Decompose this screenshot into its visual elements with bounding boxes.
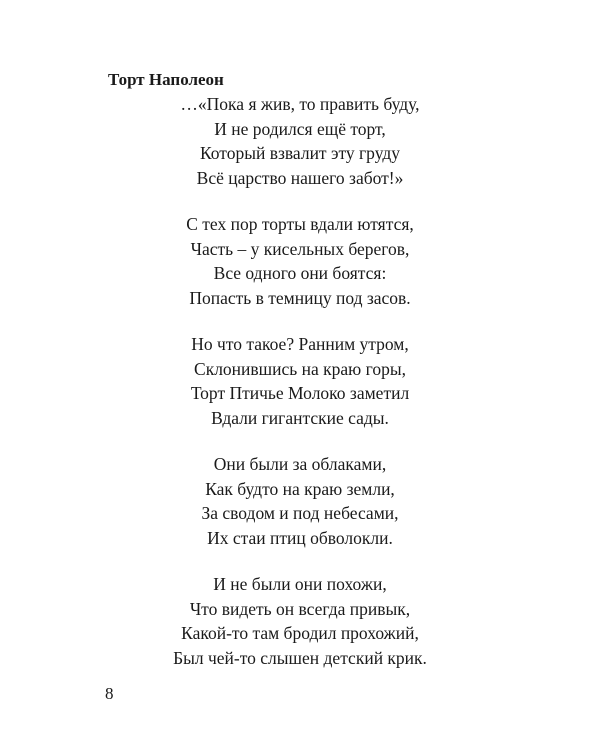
poem-line: Какой-то там бродил прохожий, — [181, 623, 419, 643]
page-number: 8 — [105, 684, 114, 703]
poem-line: Они были за облаками, — [213, 454, 387, 474]
poem-body — [100, 92, 500, 692]
poem-line: Вдали гигантские сады. — [211, 407, 389, 428]
poem-line: …«Пока я жив, то править буду, — [180, 94, 420, 114]
poem-line: Часть – у кисельных берегов, — [190, 238, 410, 259]
poem-line: С тех пор торты вдали ютятся, — [186, 214, 414, 234]
stanza-3 — [100, 332, 500, 430]
poem-line: Торт Птичье Молоко заметил — [190, 383, 410, 403]
stanza-4 — [100, 452, 500, 550]
stanza-1 — [100, 92, 500, 190]
poem-line: Но что такое? Ранним утром, — [191, 334, 409, 354]
poem-line: Что видеть он всегда привык, — [189, 598, 411, 619]
poem-line: Который взвалит эту груду — [199, 143, 401, 163]
poem-title: Торт Наполеон — [108, 70, 224, 89]
stanza-5 — [100, 572, 500, 670]
poem-line: Все одного они боятся: — [213, 263, 387, 283]
poem-line: И не были они похожи, — [213, 574, 387, 594]
poem-line: Всё царство нашего забот!» — [196, 167, 404, 188]
poem-line: Был чей-то слышен детский крик. — [173, 647, 427, 668]
poem-line: За сводом и под небесами, — [201, 503, 399, 523]
poem-line: И не родился ещё торт, — [214, 118, 386, 139]
poem-line: Попасть в темницу под засов. — [189, 287, 411, 308]
poem-line: Как будто на краю земли, — [205, 478, 395, 499]
poem-line: Склонившись на краю горы, — [194, 358, 406, 379]
poem-line: Их стаи птиц обволокли. — [207, 527, 393, 548]
stanza-2 — [100, 212, 500, 310]
